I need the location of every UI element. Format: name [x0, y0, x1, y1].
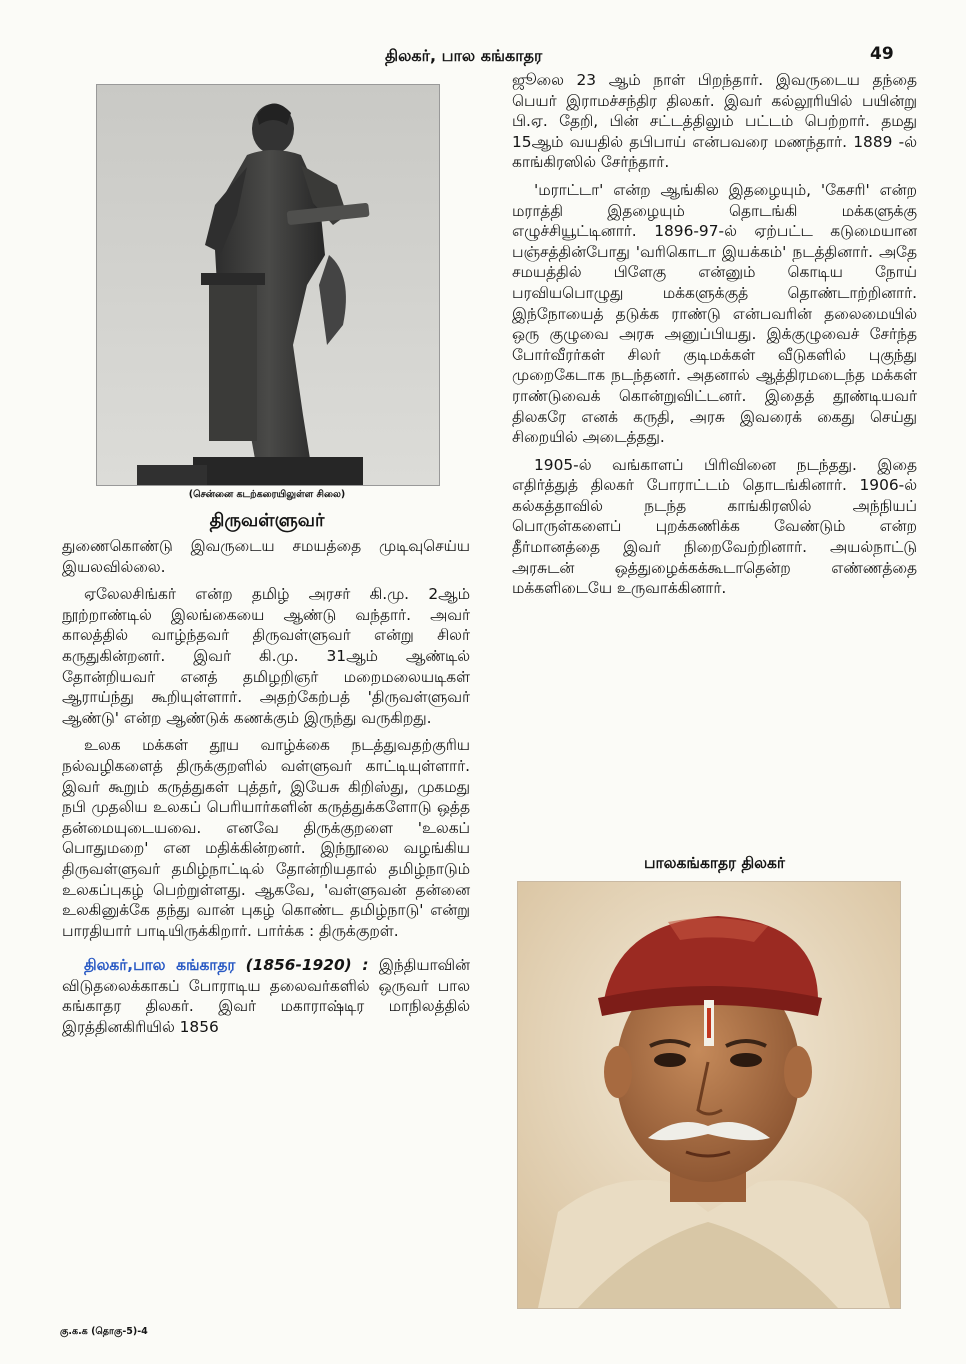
right-column — [512, 70, 917, 606]
right-paragraph-3: 1905-ல் வங்காளப் பிரிவினை நடந்தது. இதை எதிர்த்துத் திலகர் போராட்டம் தொடங்கினார். 1906-ல் கல்கத்தாவில் நடந்த காங்கிரஸில் அந்நியப் பொருள்களைப் புறக்கணிக்க வேண்டும் என்ற தீர்மானத்தை இவர் நிறைவேற்றினார். அயல்நாட்டு அரசுடன் ஒத்துழைக்கக்கூடாதென்ற எண்ணத்தை மக்களிடையே உருவாக்கினார். — [512, 455, 917, 598]
entry-heading: திலகர்,பால கங்காதர — [84, 956, 236, 975]
statue-photo — [96, 84, 440, 486]
volume-mark: கு.க.க (தொகு-5)-4 — [60, 1326, 148, 1337]
running-head: திலகர், பால கங்காதர — [385, 46, 543, 65]
left-column — [62, 536, 470, 1045]
portrait-title: பாலகங்காதர திலகர் — [643, 854, 786, 872]
left-paragraph-1: துணைகொண்டு இவருடைய சமயத்தை முடிவுசெய்ய இயலவில்லை. — [62, 537, 470, 576]
statue-photo-caption: (சென்னை கடற்கரையிலுள்ள சிலை) — [188, 489, 346, 500]
portrait-painting — [517, 881, 901, 1309]
page-number: 49 — [870, 44, 894, 64]
right-paragraph-2: 'மராட்டா' என்ற ஆங்கில இதழையும், 'கேசரி' என்ற மராத்தி இதழையும் தொடங்கி மக்களுக்கு எழுச்சியூட்டினார். 1896-97-ல் ஏற்பட்ட கடுமையான பஞ்சத்தின்போது 'வரிகொடா இயக்கம்' நடத்தினார். அதே சமயத்தில் பிளேகு என்னும் கொடிய நோய் பரவியபொழுது மக்களுக்குத் தொண்டாற்றினார். இந்நோயைத் தடுக்க ராண்டு என்பவரின் தலைமையில் ஒரு குழுவை அரசு அனுப்பியது. இக்குழுவைச் சேர்ந்த போர்வீரர்கள் சிலர் குடிமக்கள் வீடுகளில் புகுந்து முறைகேடாக நடந்தனர். அதனால் ஆத்திரமடைந்த மக்கள் ராண்டுவைக் கொன்றுவிட்டனர். இதைத் தூண்டியவர் திலகரே எனக் கருதி, அரசு இவரைக் கைது செய்து சிறையில் அடைத்தது. — [512, 180, 917, 447]
entry-paragraph — [62, 955, 470, 1037]
right-paragraph-1: ஜூலை 23 ஆம் நாள் பிறந்தார். இவருடைய தந்தை பெயர் இராமச்சந்திர திலகர். இவர் கல்லூரியில் பயின்று பி.ஏ. தேறி, பின் சட்டத்திலும் பட்டம் பெற்றார். தமது 15ஆம் வயதில் தபிபாய் என்பவரை மணந்தார். 1889 -ல் காங்கிரஸில் சேர்ந்தார். — [512, 71, 917, 172]
left-paragraph-3: உலக மக்கள் தூய வாழ்க்கை நடத்துவதற்குரிய நல்வழிகளைத் திருக்குறளில் வள்ளுவர் காட்டியுள்ளார். இவர் கூறும் கருத்துகள் புத்தர், இயேசு கிறிஸ்து, முகமது நபி முதலிய உலகப் பெரியார்களின் கருத்துக்களோடு ஒத்த தன்மையுடையவை. எனவே திருக்குறளை 'உலகப் பொதுமறை' என மதிக்கின்றனர். இந்நூலை வழங்கிய திருவள்ளுவர் தமிழ்நாட்டில் தோன்றியதால் தமிழ்நாடும் உலகப்புகழ் பெற்றுள்ளது. ஆகவே, 'வள்ளுவன் தன்னை உலகினுக்கே தந்து வான் புகழ் கொண்ட தமிழ்நாடு' என்று பாரதியார் பாடியிருக்கிறார். பார்க்க : திருக்குறள். — [62, 736, 470, 940]
entry-dates: (1856-1920) : — [245, 956, 369, 975]
entry-body: இந்தியாவின் விடுதலைக்காகப் போராடிய தலைவர்களில் ஒருவர் பால கங்காதர திலகர். இவர் மகாராஷ்டிர மாநிலத்தில் இரத்தினகிரியில் 1856 — [62, 956, 470, 1037]
left-paragraph-2: ஏலேலசிங்கர் என்ற தமிழ் அரசர் கி.மு. 2ஆம் நூற்றாண்டில் இலங்கையை ஆண்டு வந்தார். அவர் காலத்தில் வாழ்ந்தவர் திருவள்ளுவர் என்று சிலர் கருதுகின்றனர். இவர் கி.மு. 31ஆம் ஆண்டில் தோன்றியவர் எனத் தமிழறிஞர் மறைமலையடிகள் ஆராய்ந்து கூறியுள்ளார். அதற்கேற்பத் 'திருவள்ளுவர் ஆண்டு' என்ற ஆண்டுக் கணக்கும் இருந்து வருகிறது. — [62, 585, 470, 727]
statue-photo-title: திருவள்ளுவர் — [209, 510, 325, 531]
